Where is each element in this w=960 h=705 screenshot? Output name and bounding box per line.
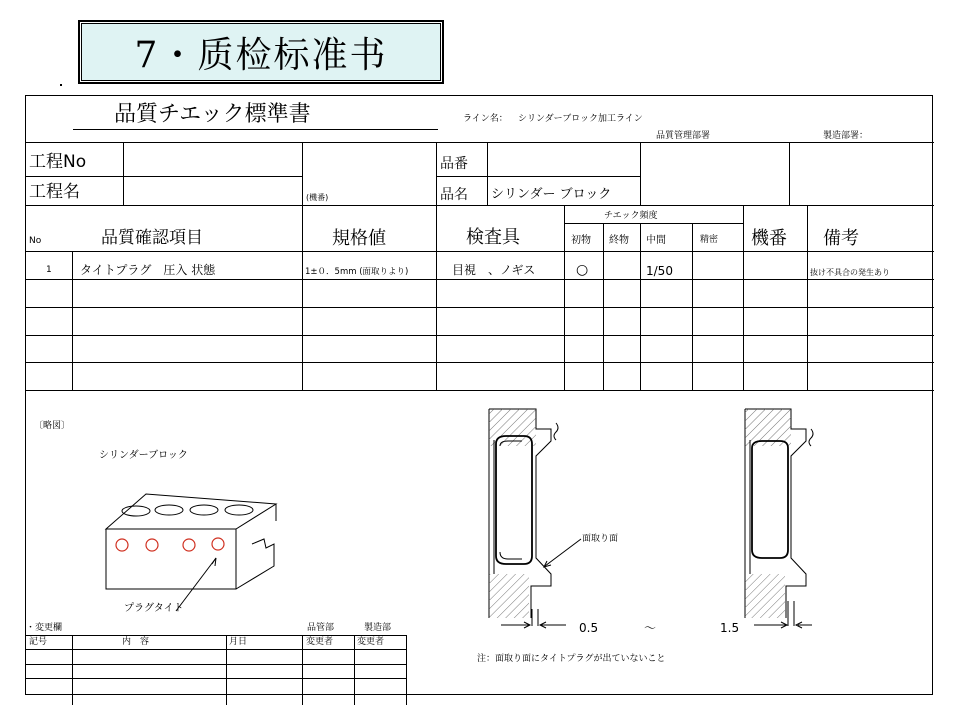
col-header-last: 終物 [609,235,629,246]
col-header-middle: 中間 [646,235,666,246]
col-header-no: No [29,236,42,246]
change-col-no: 記号 [29,637,48,647]
part-no-label: 品番 [440,156,468,172]
row1-no: 1 [46,265,52,275]
dot-mark [60,84,62,86]
col-header-tool: 検査具 [466,227,520,248]
change-col-content: 内 容 [122,637,150,647]
change-col-date: 月日 [229,637,248,647]
col-header-spec: 規格値 [332,228,386,249]
doc-title: 品質チエック標準書 [114,102,311,127]
row1-middle: 1/50 [646,264,673,278]
col-header-machine: 機番 [751,228,787,249]
row1-item: タイトプラグ 圧入 状態 [80,263,216,277]
col-header-precision: 精密 [700,235,719,245]
row1-spec: 1±０．5mm (面取りより) [305,267,409,277]
process-no-label: 工程No [29,152,87,172]
machine-no-note: (機番) [306,193,329,202]
change-log-title: ・変更欄 [26,623,63,633]
qc-dept-label: 品質管理部署 [656,131,711,141]
chamfer-label: 面取り面 [582,534,619,544]
plug-section-sketch [26,96,934,696]
row1-first: ○ [576,262,589,278]
col-header-remarks: 備考 [823,228,859,249]
mfg-dept-label: 製造部署： [823,131,869,141]
part-name-value: シリンダー ブロック [491,187,612,202]
dim-tilde: ～ [644,621,657,635]
col-header-item: 品質確認項目 [101,228,203,248]
note-text: 注：面取り面にタイトプラグが出ていないこと [477,654,666,664]
row1-tool: 目視 、ノギス [452,263,536,277]
change-col-changer2: 変更者 [357,637,385,647]
col-header-first: 初物 [571,235,591,246]
block-name-label: シリンダーブロック [99,450,188,461]
plug-label: プラグタイト [124,603,184,614]
change-col-changer1: 変更者 [306,637,334,647]
dim-min: 0.5 [579,621,599,635]
line-value: シリンダーブロック加工ライン [518,114,643,124]
line-label: ライン名： [463,114,508,124]
change-log-mfg: 製造部 [364,623,392,633]
dim-max: 1.5 [720,621,740,635]
inspection-sheet [25,95,933,695]
banner-title: 7・质检标准书 [78,20,444,84]
row1-remarks: 抜け不具合の発生あり [810,268,890,277]
part-name-label: 品名 [440,187,468,203]
change-log-qc: 品管部 [307,623,335,633]
process-name-label: 工程名 [29,182,80,202]
sketch-label: 〔略図〕 [34,421,71,431]
col-header-freq: チエック頻度 [604,211,658,221]
